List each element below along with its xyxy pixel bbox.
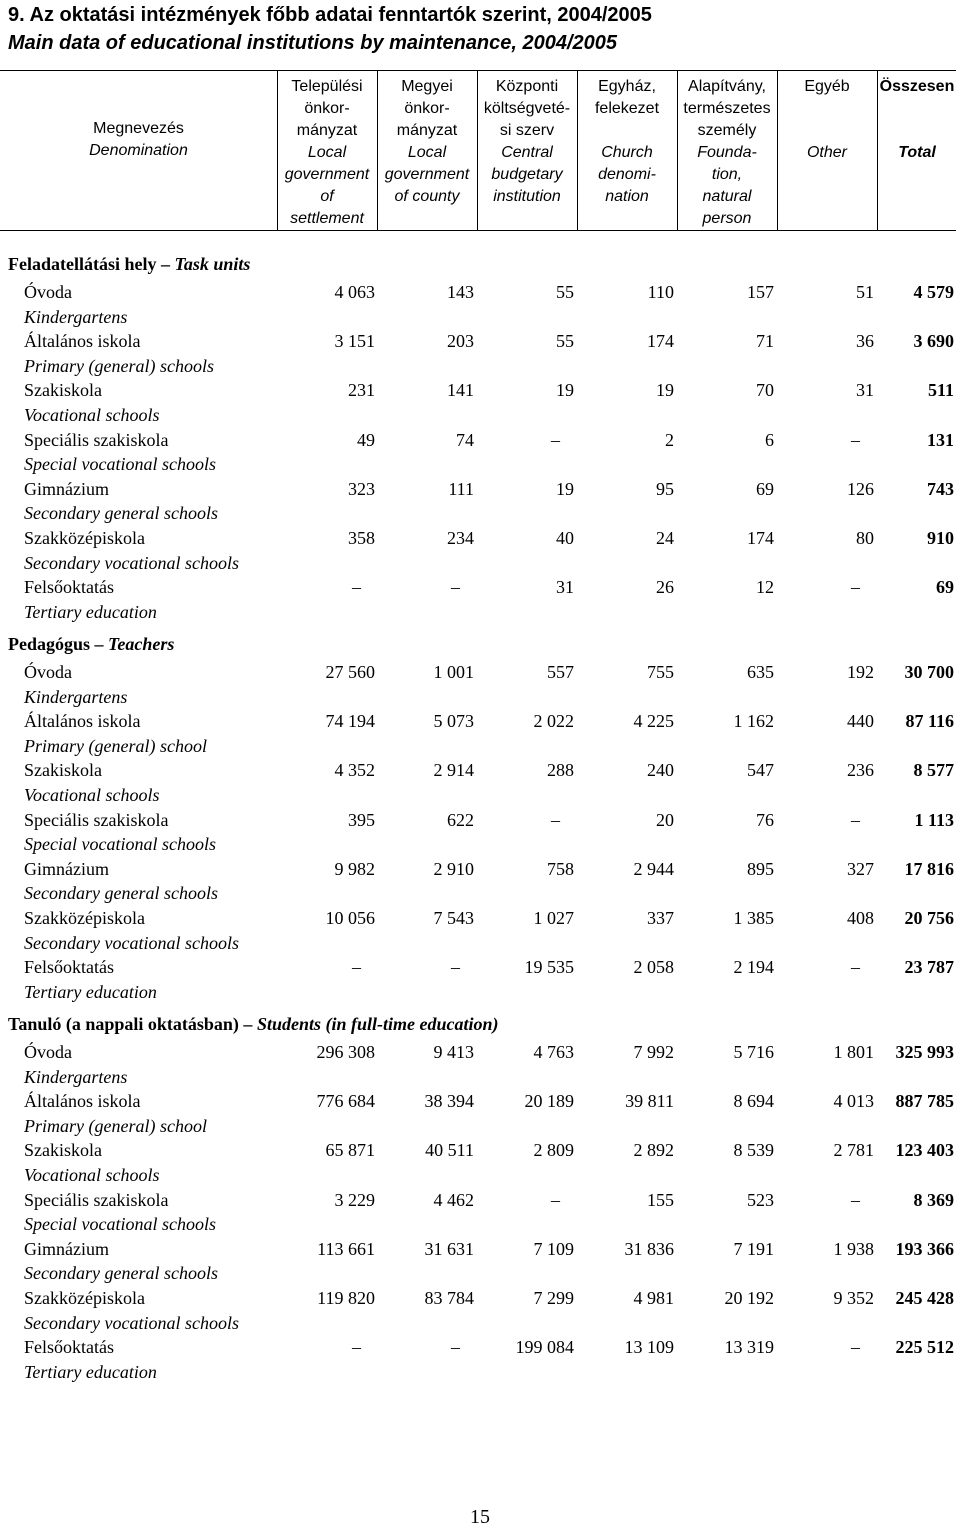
value-cell: 1 938 — [833, 1238, 874, 1259]
value-cell: 13 319 — [724, 1337, 774, 1358]
row-label-english: Secondary vocational schools — [24, 552, 239, 573]
table-row — [0, 857, 960, 906]
table-top-rule — [0, 70, 956, 71]
value-cell: 199 084 — [515, 1337, 574, 1358]
header-label-hungarian: Központi költségveté- si szerv — [483, 78, 571, 139]
value-cell: 157 — [747, 282, 774, 302]
value-cell: 7 191 — [733, 1238, 774, 1259]
value-cell: 337 — [647, 908, 674, 928]
header-cell — [277, 76, 377, 230]
value-cell: 19 535 — [524, 957, 574, 978]
row-label — [24, 1188, 216, 1237]
header-cell — [677, 76, 777, 230]
value-cell: 20 — [656, 809, 674, 830]
value-cell: 203 — [447, 331, 474, 352]
row-label-english: Secondary general schools — [24, 883, 218, 904]
total-cell: 245 428 — [895, 1288, 954, 1308]
value-cell: 622 — [447, 809, 474, 830]
value-cell: 39 811 — [625, 1091, 674, 1112]
value-cell: 8 539 — [733, 1140, 774, 1161]
value-cell: 10 056 — [325, 908, 375, 928]
row-label — [24, 428, 216, 477]
row-label-english: Kindergartens — [24, 1066, 128, 1087]
header-label-english: Church denomi- nation — [598, 144, 656, 205]
value-cell: – — [551, 429, 560, 450]
header-label-english: Other — [806, 144, 847, 161]
value-cell: 13 109 — [624, 1337, 674, 1358]
section-title-english: Teachers — [108, 634, 175, 654]
table-row — [0, 1138, 960, 1187]
value-cell: 296 308 — [316, 1042, 375, 1062]
value-cell: 2 809 — [533, 1140, 574, 1161]
header-cell — [0, 118, 277, 162]
section-title-english: Students (in full-time education) — [256, 1014, 499, 1034]
row-label-english: Primary (general) school — [24, 1115, 207, 1136]
table-row — [0, 428, 960, 477]
table-row — [0, 758, 960, 807]
value-cell: – — [551, 809, 560, 830]
section-title-hungarian: Feladatellátási hely – — [8, 254, 175, 274]
row-label-hungarian: Szakközépiskola — [24, 908, 145, 928]
row-label — [24, 1286, 239, 1335]
value-cell: 4 763 — [533, 1042, 574, 1062]
row-label-hungarian: Óvoda — [24, 1042, 72, 1062]
header-cell — [577, 76, 677, 208]
value-cell: 20 192 — [724, 1288, 774, 1308]
value-cell: 74 194 — [325, 711, 375, 732]
row-label — [24, 808, 216, 857]
total-cell: 4 579 — [913, 282, 954, 302]
value-cell: 776 684 — [316, 1091, 375, 1112]
value-cell: 55 — [556, 331, 574, 352]
value-cell: – — [451, 577, 460, 598]
table-row — [0, 575, 960, 624]
row-label-hungarian: Általános iskola — [24, 711, 141, 732]
table-row — [0, 709, 960, 758]
value-cell: 9 982 — [334, 858, 375, 879]
header-label-hungarian: Egyéb — [804, 78, 850, 95]
row-label-hungarian: Általános iskola — [24, 331, 141, 352]
row-label-english: Special vocational schools — [24, 834, 216, 855]
value-cell: 547 — [747, 760, 774, 781]
table-row — [0, 1089, 960, 1138]
header-label-hungarian: Megyei önkor- mányzat — [396, 78, 458, 139]
row-label — [24, 477, 218, 526]
row-label-english: Tertiary education — [24, 981, 157, 1002]
value-cell: 557 — [547, 662, 574, 682]
table-row — [0, 477, 960, 526]
value-cell: 288 — [547, 760, 574, 781]
row-label — [24, 660, 127, 709]
section-title — [8, 1014, 498, 1035]
total-cell: 87 116 — [905, 711, 954, 732]
value-cell: 74 — [456, 429, 474, 450]
total-cell: 30 700 — [904, 662, 954, 682]
row-label — [24, 1237, 218, 1286]
section-title-hungarian: Tanuló (a nappali oktatásban) – — [8, 1014, 257, 1034]
row-label-english: Vocational schools — [24, 404, 160, 425]
table-row — [0, 378, 960, 427]
value-cell: 111 — [448, 478, 474, 499]
row-label-english: Kindergartens — [24, 306, 128, 327]
row-label-english: Secondary general schools — [24, 503, 218, 524]
value-cell: 3 229 — [334, 1189, 375, 1210]
value-cell: 758 — [547, 858, 574, 879]
row-label-english: Secondary general schools — [24, 1263, 218, 1284]
value-cell: 635 — [747, 662, 774, 682]
row-label — [24, 575, 157, 624]
value-cell: 1 801 — [833, 1042, 874, 1062]
row-label — [24, 329, 214, 378]
value-cell: 31 — [556, 577, 574, 598]
row-label — [24, 280, 127, 329]
value-cell: 240 — [647, 760, 674, 781]
table-row — [0, 660, 960, 709]
value-cell: 24 — [656, 528, 674, 548]
row-label-english: Special vocational schools — [24, 1214, 216, 1235]
value-cell: 69 — [756, 478, 774, 499]
value-cell: 408 — [847, 908, 874, 928]
value-cell: 76 — [756, 809, 774, 830]
value-cell: 1 001 — [433, 662, 474, 682]
value-cell: 4 352 — [334, 760, 375, 781]
value-cell: 4 013 — [833, 1091, 874, 1112]
value-cell: 895 — [747, 858, 774, 879]
value-cell: 4 462 — [433, 1189, 474, 1210]
section-title — [8, 634, 174, 655]
value-cell: 2 944 — [633, 858, 674, 879]
total-cell: 225 512 — [895, 1337, 954, 1358]
row-label-hungarian: Felsőoktatás — [24, 1337, 114, 1358]
header-label-hungarian: Települési önkor- mányzat — [291, 78, 363, 139]
value-cell: 7 299 — [533, 1288, 574, 1308]
row-label-english: Vocational schools — [24, 784, 160, 805]
value-cell: 95 — [656, 478, 674, 499]
value-cell: 31 836 — [624, 1238, 674, 1259]
table-row — [0, 906, 960, 955]
value-cell: – — [851, 577, 860, 598]
row-label-english: Kindergartens — [24, 686, 128, 707]
value-cell: 2 — [665, 429, 674, 450]
value-cell: – — [551, 1189, 560, 1210]
table-row — [0, 1335, 960, 1384]
header-label-english: Local government of county — [384, 144, 470, 205]
total-cell: 23 787 — [904, 957, 954, 978]
value-cell: 2 892 — [633, 1140, 674, 1161]
value-cell: 323 — [348, 478, 375, 499]
value-cell: – — [851, 1189, 860, 1210]
row-label-english: Secondary vocational schools — [24, 1312, 239, 1333]
table-row — [0, 1188, 960, 1237]
row-label — [24, 1138, 160, 1187]
row-label-hungarian: Gimnázium — [24, 858, 109, 879]
total-cell: 511 — [927, 380, 954, 401]
value-cell: 236 — [847, 760, 874, 781]
value-cell: 234 — [447, 528, 474, 548]
value-cell: 7 992 — [633, 1042, 674, 1062]
section-title-hungarian: Pedagógus – — [8, 634, 109, 654]
value-cell: 70 — [756, 380, 774, 401]
header-cell — [377, 76, 477, 208]
value-cell: 71 — [756, 331, 774, 352]
row-label-english: Tertiary education — [24, 601, 157, 622]
total-cell: 8 369 — [913, 1189, 954, 1210]
title-english: Main data of educational institutions by maintenance, 2004/2005 — [8, 32, 618, 54]
header-label-english: Total — [898, 144, 936, 161]
value-cell: 31 — [856, 380, 874, 401]
value-cell: 119 820 — [317, 1288, 375, 1308]
total-cell: 193 366 — [895, 1238, 954, 1259]
header-label-hungarian: Összesen — [879, 78, 955, 95]
row-label — [24, 526, 239, 575]
value-cell: 174 — [747, 528, 774, 548]
row-label-hungarian: Speciális szakiskola — [24, 429, 169, 450]
value-cell: 7 543 — [433, 908, 474, 928]
value-cell: 327 — [847, 858, 874, 879]
value-cell: 3 151 — [334, 331, 375, 352]
row-label-hungarian: Gimnázium — [24, 478, 109, 499]
page-number: 15 — [470, 1506, 490, 1528]
value-cell: – — [352, 957, 361, 978]
header-label-hungarian: Alapítvány, természetes személy — [683, 78, 771, 139]
row-label-hungarian: Speciális szakiskola — [24, 1189, 169, 1210]
row-label-hungarian: Szakiskola — [24, 760, 102, 781]
value-cell: 358 — [348, 528, 375, 548]
value-cell: 19 — [556, 478, 574, 499]
value-cell: – — [451, 957, 460, 978]
value-cell: 174 — [647, 331, 674, 352]
table-row — [0, 1040, 960, 1089]
table-row — [0, 808, 960, 857]
row-label-english: Special vocational schools — [24, 454, 216, 475]
value-cell: – — [352, 1337, 361, 1358]
row-label — [24, 857, 218, 906]
row-label-english: Tertiary education — [24, 1361, 157, 1382]
row-label-hungarian: Felsőoktatás — [24, 957, 114, 978]
value-cell: 192 — [847, 662, 874, 682]
value-cell: 49 — [357, 429, 375, 450]
value-cell: 395 — [348, 809, 375, 830]
row-label-hungarian: Általános iskola — [24, 1091, 141, 1112]
header-label-english: Founda- tion, natural person — [697, 144, 757, 227]
value-cell: 110 — [647, 282, 674, 302]
total-cell: 8 577 — [913, 760, 954, 781]
row-label-hungarian: Szakközépiskola — [24, 528, 145, 548]
header-label-english: Local government of settlement — [284, 144, 370, 227]
total-cell: 1 113 — [914, 809, 954, 830]
value-cell: 36 — [856, 331, 874, 352]
value-cell: 2 781 — [833, 1140, 874, 1161]
value-cell: 4 225 — [633, 711, 674, 732]
total-cell: 17 816 — [904, 858, 954, 879]
value-cell: 20 189 — [524, 1091, 574, 1112]
header-cell — [777, 76, 877, 164]
value-cell: 80 — [856, 528, 874, 548]
row-label-english: Primary (general) schools — [24, 355, 214, 376]
total-cell: 131 — [927, 429, 954, 450]
row-label — [24, 1335, 157, 1384]
value-cell: 38 394 — [424, 1091, 474, 1112]
total-cell: 743 — [927, 478, 954, 499]
value-cell: 523 — [747, 1189, 774, 1210]
total-cell: 325 993 — [895, 1042, 954, 1062]
value-cell: – — [851, 957, 860, 978]
value-cell: 1 385 — [733, 908, 774, 928]
value-cell: 19 — [556, 380, 574, 401]
row-label-hungarian: Felsőoktatás — [24, 577, 114, 598]
table-row — [0, 329, 960, 378]
value-cell: 155 — [647, 1189, 674, 1210]
value-cell: 5 716 — [733, 1042, 774, 1062]
value-cell: 40 511 — [425, 1140, 474, 1161]
value-cell: – — [451, 1337, 460, 1358]
value-cell: 40 — [556, 528, 574, 548]
value-cell: 5 073 — [433, 711, 474, 732]
header-cell — [477, 76, 577, 208]
value-cell: 7 109 — [533, 1238, 574, 1259]
value-cell: 55 — [556, 282, 574, 302]
row-label — [24, 378, 160, 427]
value-cell: 51 — [856, 282, 874, 302]
row-label-hungarian: Szakiskola — [24, 380, 102, 401]
header-label-english: Denomination — [89, 142, 188, 159]
table-row — [0, 955, 960, 1004]
header-label-hungarian: Egyház, felekezet — [594, 78, 660, 117]
header-label-hungarian: Megnevezés — [93, 120, 184, 137]
value-cell: 83 784 — [424, 1288, 474, 1308]
row-label — [24, 1089, 207, 1138]
row-label-english: Primary (general) school — [24, 735, 207, 756]
table-row — [0, 280, 960, 329]
value-cell: 113 661 — [317, 1238, 375, 1259]
row-label — [24, 758, 160, 807]
value-cell: 4 063 — [334, 282, 375, 302]
row-label-hungarian: Óvoda — [24, 662, 72, 682]
value-cell: 19 — [656, 380, 674, 401]
value-cell: 1 027 — [533, 908, 574, 928]
value-cell: 2 194 — [733, 957, 774, 978]
total-cell: 3 690 — [913, 331, 954, 352]
value-cell: 755 — [647, 662, 674, 682]
value-cell: – — [851, 429, 860, 450]
title-hungarian: 9. Az oktatási intézmények főbb adatai fenntartók szerint, 2004/2005 — [8, 4, 652, 26]
total-cell: 123 403 — [895, 1140, 954, 1161]
value-cell: 141 — [447, 380, 474, 401]
total-cell: 910 — [927, 528, 954, 548]
value-cell: 2 058 — [633, 957, 674, 978]
value-cell: 231 — [348, 380, 375, 401]
section-title — [8, 254, 250, 275]
value-cell: 126 — [847, 478, 874, 499]
value-cell: 6 — [765, 429, 774, 450]
total-cell: 69 — [936, 577, 954, 598]
row-label — [24, 709, 207, 758]
total-cell: 887 785 — [895, 1091, 954, 1112]
value-cell: 143 — [447, 282, 474, 302]
header-label-english: Central budgetary institution — [491, 144, 563, 205]
row-label-hungarian: Gimnázium — [24, 1238, 109, 1259]
header-cell — [877, 76, 957, 164]
row-label-hungarian: Óvoda — [24, 282, 72, 302]
value-cell: 12 — [756, 577, 774, 598]
row-label — [24, 955, 157, 1004]
section-title-english: Task units — [174, 254, 251, 274]
value-cell: 4 981 — [633, 1288, 674, 1308]
value-cell: 2 910 — [433, 858, 474, 879]
value-cell: 27 560 — [325, 662, 375, 682]
value-cell: 2 022 — [533, 711, 574, 732]
value-cell: 2 914 — [433, 760, 474, 781]
row-label-hungarian: Szakközépiskola — [24, 1288, 145, 1308]
total-cell: 20 756 — [904, 908, 954, 928]
value-cell: 9 413 — [433, 1042, 474, 1062]
row-label-hungarian: Szakiskola — [24, 1140, 102, 1161]
value-cell: 1 162 — [733, 711, 774, 732]
value-cell: 9 352 — [833, 1288, 874, 1308]
value-cell: 65 871 — [325, 1140, 375, 1161]
row-label — [24, 906, 239, 955]
table-row — [0, 1237, 960, 1286]
row-label-hungarian: Speciális szakiskola — [24, 809, 169, 830]
table-row — [0, 1286, 960, 1335]
row-label — [24, 1040, 127, 1089]
value-cell: 8 694 — [733, 1091, 774, 1112]
row-label-english: Vocational schools — [24, 1164, 160, 1185]
table-row — [0, 526, 960, 575]
value-cell: – — [352, 577, 361, 598]
value-cell: – — [851, 1337, 860, 1358]
value-cell: 31 631 — [424, 1238, 474, 1259]
value-cell: – — [851, 809, 860, 830]
value-cell: 26 — [656, 577, 674, 598]
table-header-rule — [0, 230, 956, 231]
value-cell: 440 — [847, 711, 874, 732]
row-label-english: Secondary vocational schools — [24, 932, 239, 953]
